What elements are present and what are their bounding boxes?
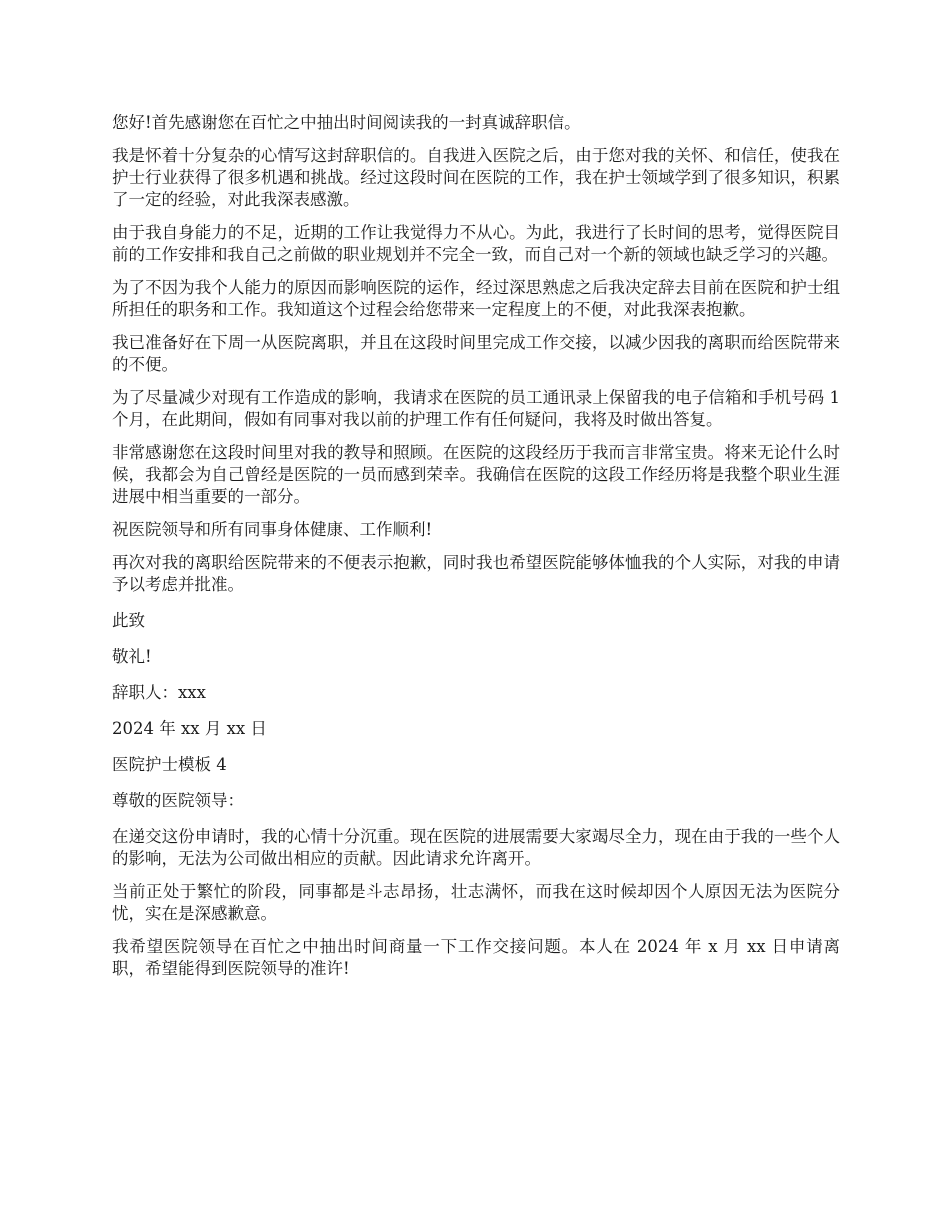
- paragraph-greeting: 您好!首先感谢您在百忙之中抽出时间阅读我的一封真诚辞职信。: [112, 113, 581, 132]
- date-line: 2024 年 xx 月 xx 日: [112, 719, 267, 738]
- template-title: 医院护士模板 4: [112, 755, 227, 774]
- document-body: [112, 112, 840, 991]
- paragraph-thanks: 非常感谢您在这段时间里对我的教导和照顾。在医院的这段经历于我而言非常宝贵。将来无论什么时候，我都会为自己曾经是医院的一员而感到荣幸。我确信在医院的这段工作经历将是我整个职业生涯进展中相当重要的一部分。: [112, 443, 840, 506]
- closing-cizhi: 此致: [112, 611, 145, 630]
- closing-jingli: 敬礼!: [112, 647, 152, 666]
- signature-line: 辞职人：xxx: [112, 683, 206, 702]
- paragraph-gratitude: 我是怀着十分复杂的心情写这封辞职信的。自我进入医院之后，由于您对我的关怀、和信任，使我在护士行业获得了很多机遇和挑战。经过这段时间在医院的工作，我在护士领域学到了很多知识，积累了一定的经验，对此我深表感激。: [112, 146, 840, 209]
- paragraph-apology: 再次对我的离职给医院带来的不便表示抱歉，同时我也希望医院能够体恤我的个人实际，对我的申请予以考虑并批准。: [112, 553, 840, 594]
- paragraph-busy-period: 当前正处于繁忙的阶段，同事都是斗志昂扬，壮志满怀，而我在这时候却因个人原因无法为医院分忧，实在是深感歉意。: [112, 882, 840, 923]
- paragraph-contact: 为了尽量减少对现有工作造成的影响，我请求在医院的员工通讯录上保留我的电子信箱和手机号码 1 个月，在此期间，假如有同事对我以前的护理工作有任何疑问，我将及时做出答复。: [112, 388, 840, 429]
- paragraph-handover: 我已准备好在下周一从医院离职，并且在这段时间里完成工作交接，以减少因我的离职而给医院带来的不便。: [112, 333, 840, 374]
- paragraph-request: 我希望医院领导在百忙之中抽出时间商量一下工作交接问题。本人在 2024 年 x 月 xx 日申请离职，希望能得到医院领导的准许!: [112, 937, 840, 978]
- paragraph-decision: 为了不因为我个人能力的原因而影响医院的运作，经过深思熟虑之后我决定辞去目前在医院和护士组所担任的职务和工作。我知道这个过程会给您带来一定程度上的不便，对此我深表抱歉。: [112, 278, 840, 319]
- paragraph-reason: 由于我自身能力的不足，近期的工作让我觉得力不从心。为此，我进行了长时间的思考，觉得医院目前的工作安排和我自己之前做的职业规划并不完全一致，而自己对一个新的领域也缺乏学习的兴趣。: [112, 223, 840, 264]
- paragraph-submission: 在递交这份申请时，我的心情十分沉重。现在医院的进展需要大家竭尽全力，现在由于我的一些个人的影响，无法为公司做出相应的贡献。因此请求允许离开。: [112, 827, 840, 868]
- paragraph-wishes: 祝医院领导和所有同事身体健康、工作顺利!: [112, 520, 433, 539]
- salutation: 尊敬的医院领导：: [112, 791, 244, 810]
